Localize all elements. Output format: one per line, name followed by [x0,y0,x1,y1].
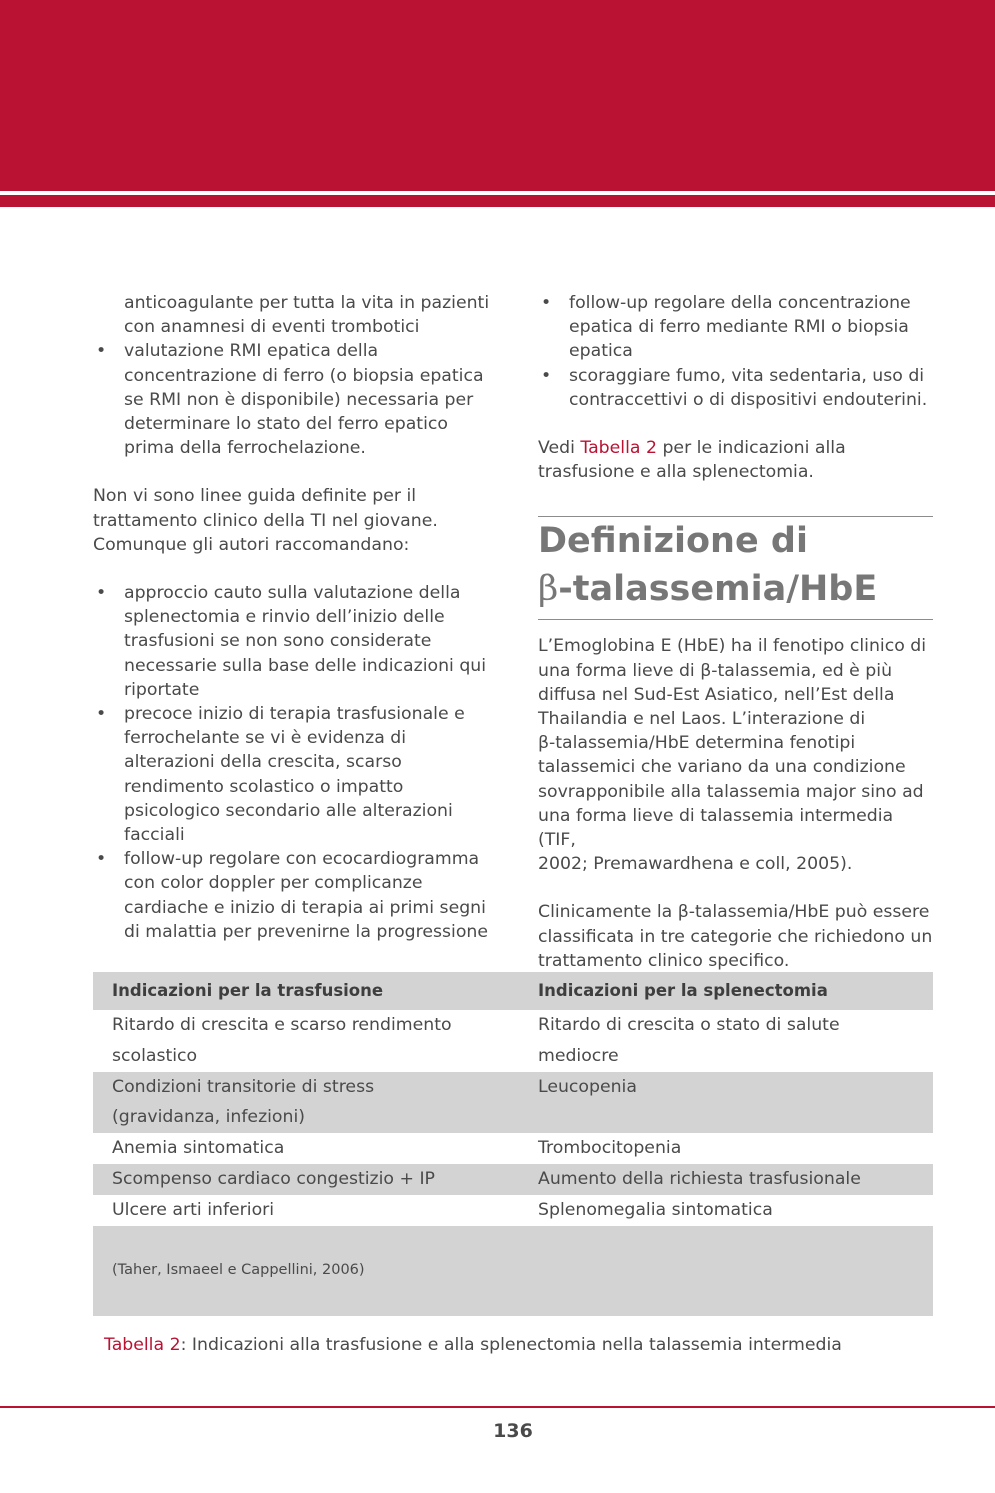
text-line: Comunque gli autori raccomandano: [93,534,410,555]
table-reference-paragraph [538,436,933,484]
text-line: L’Emoglobina E (HbE) ha il fenotipo clinico di [538,636,927,657]
column-header: Indicazioni per la splenectomia [519,972,933,1010]
table-source-row [93,1226,933,1316]
bullet-icon: • [96,704,107,725]
bullet-icon: • [541,293,552,313]
text-run: per le indicazioni alla [656,438,846,459]
text-line: cardiache e inizio di terapia ai primi segni [124,897,486,918]
text-line: trattamento clinico specifico. [538,950,790,971]
table-header-row [93,972,933,1010]
paragraph [538,634,933,876]
text-line: una forma lieve di talassemia intermedia (TIF, [538,805,894,851]
text-line: diffusa nel Sud-Est Asiatico, nell’Est della [538,684,895,705]
table-cell: (gravidanza, infezioni) [93,1102,519,1133]
page-number: 136 [493,1420,533,1442]
text-line: approccio cauto sulla valutazione della [124,583,461,604]
paragraph [538,900,933,973]
text-line: se RMI non è disponibile) necessaria per [124,389,474,410]
text-line: follow-up regolare della concentrazione [569,293,911,313]
table-2-link[interactable]: Tabella 2 [580,438,657,459]
text-line: β-talassemia/HbE determina fenotipi [538,733,856,754]
text-line: talassemici che variano da una condizione [538,757,906,778]
text-line: facciali [124,825,185,846]
table-row [93,1072,933,1103]
table-cell: Condizioni transitorie di stress [93,1072,519,1103]
caption-text: : Indicazioni alla trasfusione e alla splenectomia nella talassemia intermedia [180,1335,842,1355]
table-row [93,1010,933,1041]
text-line: necessarie sulla base delle indicazioni qui [124,655,487,676]
table-cell: Scompenso cardiaco congestizio + IP [93,1164,519,1195]
text-line: Clinicamente la β-talassemia/HbE può essere [538,902,930,923]
text-line: prima della ferrochelazione. [124,438,366,459]
text-line: contraccettivi o di dispositivi endouterini. [569,389,928,410]
table-row [93,1102,933,1133]
table-cell: Ritardo di crescita e scarso rendimento [112,1015,452,1035]
table-cell: Aumento della richiesta trasfusionale [519,1164,933,1195]
list-item [93,702,493,847]
table-cell: Ritardo di crescita o stato di salute [538,1015,840,1035]
indications-table [93,972,933,1316]
text-line: sovrapponibile alla talassemia major sino ad [538,781,924,802]
text-line: una forma lieve di β-talassemia, ed è più [538,660,893,681]
text-line: valutazione RMI epatica della [124,341,379,362]
text-line: con color doppler per complicanze [124,873,423,894]
bullet-list [538,291,933,412]
text-line: trasfusioni se non sono considerate [124,631,432,652]
list-item [538,291,933,364]
table-row [93,1195,933,1226]
text-line: riportate [124,679,200,700]
bullet-icon: • [541,365,552,386]
bullet-icon: • [96,583,107,604]
table-cell: Trombocitopenia [538,1138,682,1159]
text-line: di malattia per prevenirne la progressione [124,921,488,942]
text-line: ferrochelante se vi è evidenza di [124,728,407,749]
table-cell: scolastico [112,1045,198,1066]
table-row [93,1164,933,1195]
header-band [0,0,995,191]
column-header: Indicazioni per la trasfusione [93,972,519,1010]
beta-symbol: β [538,569,559,610]
text-line: 2002; Premawardhena e coll, 2005). [538,854,853,875]
text-line: trattamento clinico della TI nel giovane. [93,510,438,531]
text-line: Non vi sono linee guida definite per il [93,486,417,507]
text-line: epatica [569,341,633,362]
text-line: Thailandia e nel Laos. L’interazione di [538,709,866,730]
caption-label: Tabella 2 [104,1335,181,1355]
bullet-icon: • [96,341,107,362]
bullet-list [93,339,493,460]
paragraph [93,484,493,557]
table-cell: Ulcere arti inferiori [112,1199,275,1220]
list-item [93,581,493,702]
list-item [93,339,493,460]
text-line: anticoagulante per tutta la vita in pazienti [124,293,490,313]
text-line: epatica di ferro mediante RMI o biopsia [569,317,909,338]
text-run: Vedi [538,438,581,459]
continued-list-item [93,291,493,339]
text-line: con anamnesi di eventi trombotici [124,317,420,338]
table-caption [104,1333,842,1357]
text-line: determinare lo stato del ferro epatico [124,414,448,435]
section-title [538,517,933,613]
heading-line: Definizione di [538,521,808,562]
text-line: alterazioni della crescita, scarso [124,752,402,773]
table-cell [519,1102,933,1133]
heading-line: -talassemia/HbE [558,569,878,610]
text-line: trasfusione e alla splenectomia. [538,462,814,483]
text-line: splenectomia e rinvio dell’inizio delle [124,607,445,628]
table-cell: Anemia sintomatica [112,1138,285,1159]
bullet-list [93,581,493,944]
table-cell: Splenomegalia sintomatica [538,1199,773,1220]
left-column [93,291,493,944]
section-heading [538,516,933,620]
text-line: concentrazione di ferro (o biopsia epatica [124,365,484,386]
table-cell: Leucopenia [519,1072,933,1103]
text-line: follow-up regolare con ecocardiogramma [124,849,480,870]
bullet-icon: • [96,849,107,870]
table-cell: mediocre [538,1045,619,1066]
right-column [538,291,933,973]
list-item [538,364,933,412]
table-row [93,1041,933,1072]
text-line: precoce inizio di terapia trasfusionale e [124,704,465,725]
text-line: psicologico secondario alle alterazioni [124,800,453,821]
table-row [93,1133,933,1164]
text-line: classificata in tre categorie che richiedono un [538,926,933,947]
text-line: rendimento scolastico o impatto [124,776,404,797]
text-line: scoraggiare fumo, vita sedentaria, uso di [569,365,925,386]
list-item [93,847,493,944]
header-rule [0,195,995,207]
table-source: (Taher, Ismaeel e Cappellini, 2006) [93,1226,933,1316]
footer-rule [0,1406,995,1408]
